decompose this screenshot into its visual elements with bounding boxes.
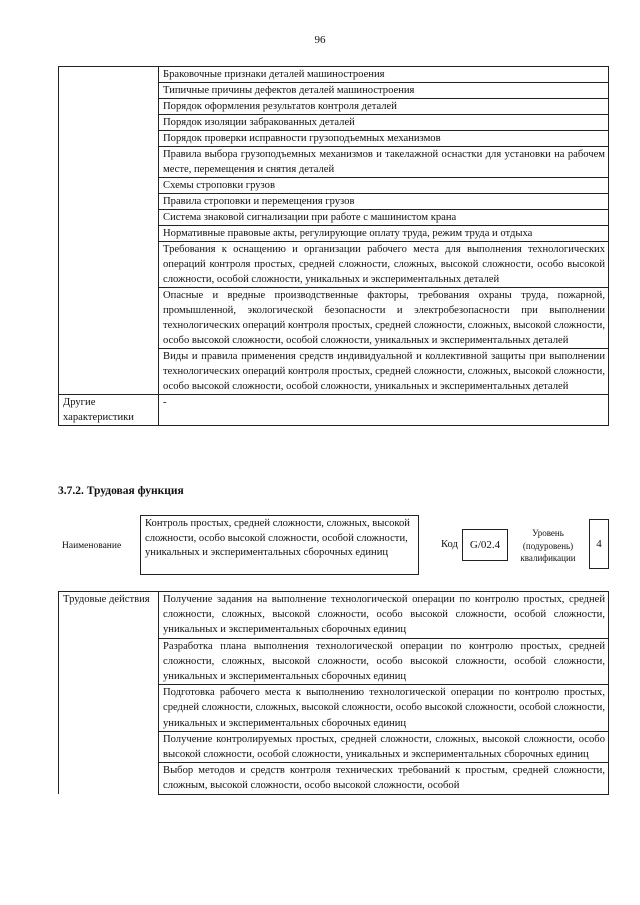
other-characteristics-value: - (159, 395, 609, 426)
table-row (59, 349, 609, 395)
knowledge-item: Нормативные правовые акты, регулирующие оплату труда, режим труда и отдыха (159, 226, 609, 242)
table-row (59, 592, 609, 639)
knowledge-item: Виды и правила применения средств индивидуальной и коллективной защиты при выполнении технологических операций контроля простых, средней сложности, сложных, высокой сложности, особо высокой сложности, особой сложности, уникальных и экспериментальных деталей (159, 349, 609, 395)
table-row (59, 178, 609, 194)
labor-actions-table (58, 591, 609, 795)
table-row (59, 242, 609, 288)
label-cell (59, 83, 159, 99)
table-row (59, 395, 609, 426)
knowledge-item: Схемы строповки грузов (159, 178, 609, 194)
code-value-field: G/02.4 (462, 529, 508, 561)
labor-action-item: Получение контролируемых простых, средней сложности, сложных, высокой сложности, особо высокой сложности, особой сложности, уникальных и экспериментальных сборочных единиц (159, 731, 609, 762)
name-label: Наименование (62, 541, 122, 551)
knowledge-item: Порядок проверки исправности грузоподъемных механизмов (159, 131, 609, 147)
label-cell (59, 638, 159, 685)
table-row (59, 131, 609, 147)
label-cell (59, 210, 159, 226)
label-cell (59, 178, 159, 194)
labor-action-item: Выбор методов и средств контроля технических требований к простым, средней сложности, сложным, высокой сложности, особо высокой сложности, особой (159, 763, 609, 794)
table-row (59, 147, 609, 178)
knowledge-item: Требования к оснащению и организации рабочего места для выполнения технологических операций контроля простых, средней сложности, сложных, высокой сложности, особо высокой сложности, особой сложности, уникальных и экспериментальных деталей (159, 242, 609, 288)
label-cell (59, 763, 159, 794)
label-cell (59, 685, 159, 732)
table-row (59, 226, 609, 242)
labor-function-header (58, 515, 609, 577)
label-cell (59, 194, 159, 210)
qualification-level-field: 4 (589, 519, 609, 569)
label-cell (59, 131, 159, 147)
qualification-level-label: Уровень (подуровень) квалификации (520, 528, 576, 563)
knowledge-item: Правила выбора грузоподъемных механизмов и такелажной оснастки для установки на рабочем месте, перемещения и снятия деталей (159, 147, 609, 178)
labor-action-item: Подготовка рабочего места к выполнению технологической операции по контролю простых, средней сложности, сложных, высокой сложности, особо высокой сложности, особой сложности, уникальных и экспериментальных сборочных единиц (159, 685, 609, 732)
labor-actions-label: Трудовые действия (59, 592, 159, 639)
table-row (59, 67, 609, 83)
table-row (59, 99, 609, 115)
labor-action-item: Получение задания на выполнение технологической операции по контролю простых, средней сложности, сложных, высокой сложности, особо высокой сложности, особой сложности, уникальных и экспериментальных сборочных единиц (159, 592, 609, 639)
label-cell (59, 288, 159, 349)
knowledge-item: Система знаковой сигнализации при работе с машинистом крана (159, 210, 609, 226)
label-cell (59, 731, 159, 762)
table-row (59, 685, 609, 732)
knowledge-table (58, 66, 609, 426)
function-name-field: Контроль простых, средней сложности, сложных, высокой сложности, особо высокой сложности, особой сложности, уникальных и экспериментальных сборочных единиц (140, 515, 419, 575)
label-cell (59, 115, 159, 131)
knowledge-item: Порядок изоляции забракованных деталей (159, 115, 609, 131)
other-characteristics-label: Другие характеристики (59, 395, 159, 426)
label-cell (59, 67, 159, 83)
table-row (59, 83, 609, 99)
knowledge-item: Правила строповки и перемещения грузов (159, 194, 609, 210)
section-heading: 3.7.2. Трудовая функция (58, 485, 184, 497)
table-row (59, 194, 609, 210)
label-cell (59, 242, 159, 288)
table-row (59, 731, 609, 762)
table-row (59, 288, 609, 349)
label-cell (59, 226, 159, 242)
label-cell (59, 349, 159, 395)
table-row (59, 210, 609, 226)
table-row (59, 638, 609, 685)
page-number: 96 (314, 34, 326, 46)
knowledge-item: Браковочные признаки деталей машиностроения (159, 67, 609, 83)
knowledge-item: Порядок оформления результатов контроля деталей (159, 99, 609, 115)
code-label: Код (441, 539, 458, 550)
table-row (59, 763, 609, 794)
label-cell (59, 147, 159, 178)
table-row (59, 115, 609, 131)
label-cell (59, 99, 159, 115)
knowledge-item: Опасные и вредные производственные факторы, требования охраны труда, пожарной, промышленной, экологической безопасности и электробезопасности при выполнении технологических операций контроля простых, средней сложности, сложных, высокой сложности, особо высокой сложности, особой сложности, уникальных и экспериментальных деталей (159, 288, 609, 349)
knowledge-item: Типичные причины дефектов деталей машиностроения (159, 83, 609, 99)
labor-action-item: Разработка плана выполнения технологической операции по контролю простых, средней сложности, сложных, высокой сложности, особо высокой сложности, особой сложности, уникальных и экспериментальных сборочных единиц (159, 638, 609, 685)
